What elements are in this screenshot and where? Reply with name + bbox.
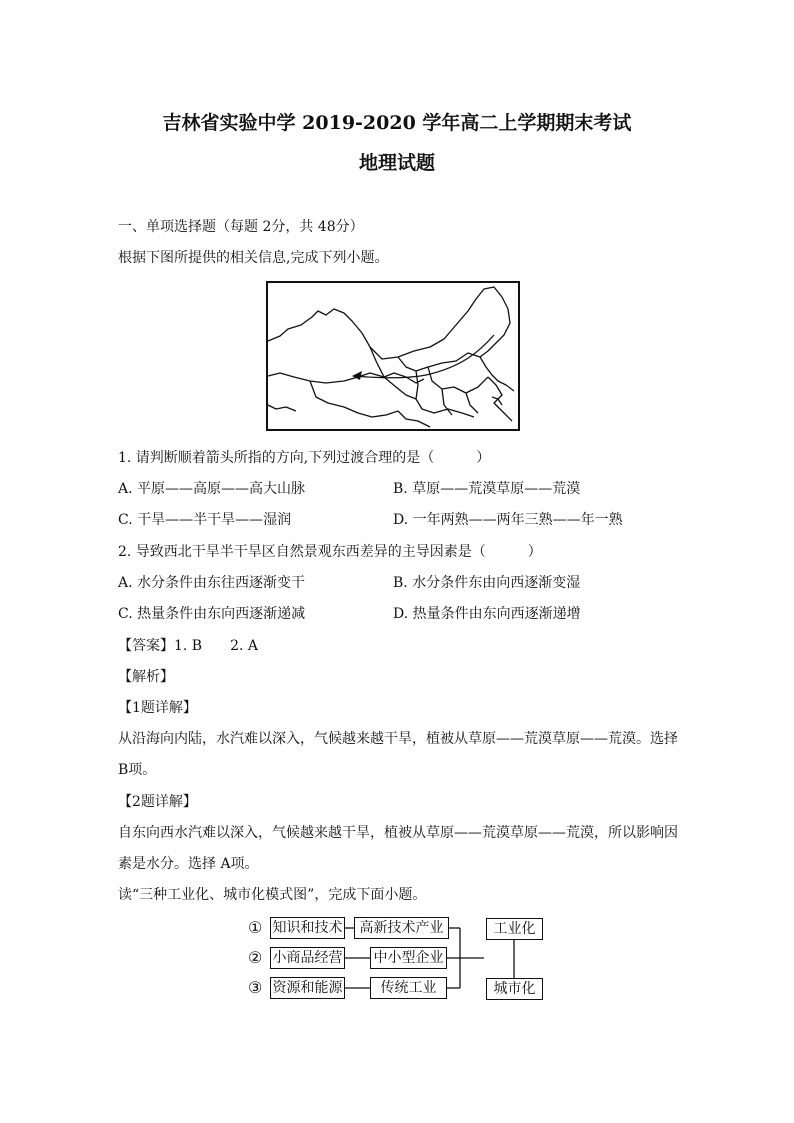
row-1-number: ① [248, 918, 263, 937]
detail-1-text-line1: 从沿海向内陆，水汽难以深入，气候越来越干旱，植被从草原——荒漠草原——荒漠。选择 [118, 731, 678, 747]
detail-1-text-line2: B项。 [118, 762, 157, 778]
answer-line: 【答案】1. B 2. A [118, 638, 259, 654]
intro-text-1: 根据下图所提供的相关信息,完成下列小题。 [118, 250, 389, 266]
detail-2-heading: 【2题详解】 [118, 794, 197, 810]
intro-text-2: 读“三种工业化、城市化模式图”，完成下面小题。 [118, 887, 427, 903]
question-1-option-c: C. 干旱——半干旱——湿润 [118, 512, 292, 528]
question-1-option-b: B. 草原——荒漠草原——荒漠 [393, 481, 581, 497]
question-2-stem: 2. 导致西北干旱半干旱区自然景观东西差异的主导因素是（ ） [118, 544, 542, 560]
row-3-number: ③ [248, 978, 263, 997]
question-2-option-d: D. 热量条件由东向西逐渐递增 [393, 606, 581, 622]
question-1-option-a: A. 平原——高原——高大山脉 [118, 481, 306, 497]
question-2-option-a: A. 水分条件由东往西逐渐变干 [118, 575, 306, 591]
row-1-industry-box: 高新技术产业 [354, 917, 449, 939]
industrialization-diagram [246, 912, 546, 1002]
row-1-source-box: 知识和技术 [270, 917, 345, 939]
question-1-option-d: D. 一年两熟——两年三熟——年一熟 [393, 512, 623, 528]
row-3-industry-box: 传统工业 [370, 977, 447, 999]
industrialization-box: 工业化 [486, 918, 543, 940]
row-2-number: ② [248, 948, 263, 967]
urbanization-box: 城市化 [486, 978, 543, 1000]
question-2-option-c: C. 热量条件由东向西逐渐递减 [118, 606, 306, 622]
row-2-source-box: 小商品经营 [270, 947, 345, 969]
analysis-heading: 【解析】 [118, 669, 174, 685]
page-title: 吉林省实验中学 2019-2020 学年高二上学期期末考试 [162, 112, 632, 134]
question-1-stem: 1. 请判断顺着箭头所指的方向,下列过渡合理的是（ ） [118, 450, 491, 466]
row-2-industry-box: 中小型企业 [370, 947, 447, 969]
question-2-option-b: B. 水分条件东由向西逐渐变湿 [393, 575, 581, 591]
detail-1-heading: 【1题详解】 [118, 700, 197, 716]
page-subtitle: 地理试题 [358, 152, 435, 174]
detail-2-text-line1: 自东向西水汽难以深入，气候越来越干旱，植被从草原——荒漠草原——荒漠，所以影响因 [118, 825, 678, 841]
section-heading: 一、单项选择题（每题 2分，共 48分） [118, 219, 364, 235]
detail-2-text-line2: 素是水分。选择 A项。 [118, 856, 259, 872]
row-3-source-box: 资源和能源 [270, 977, 345, 999]
china-map-figure [266, 281, 520, 431]
